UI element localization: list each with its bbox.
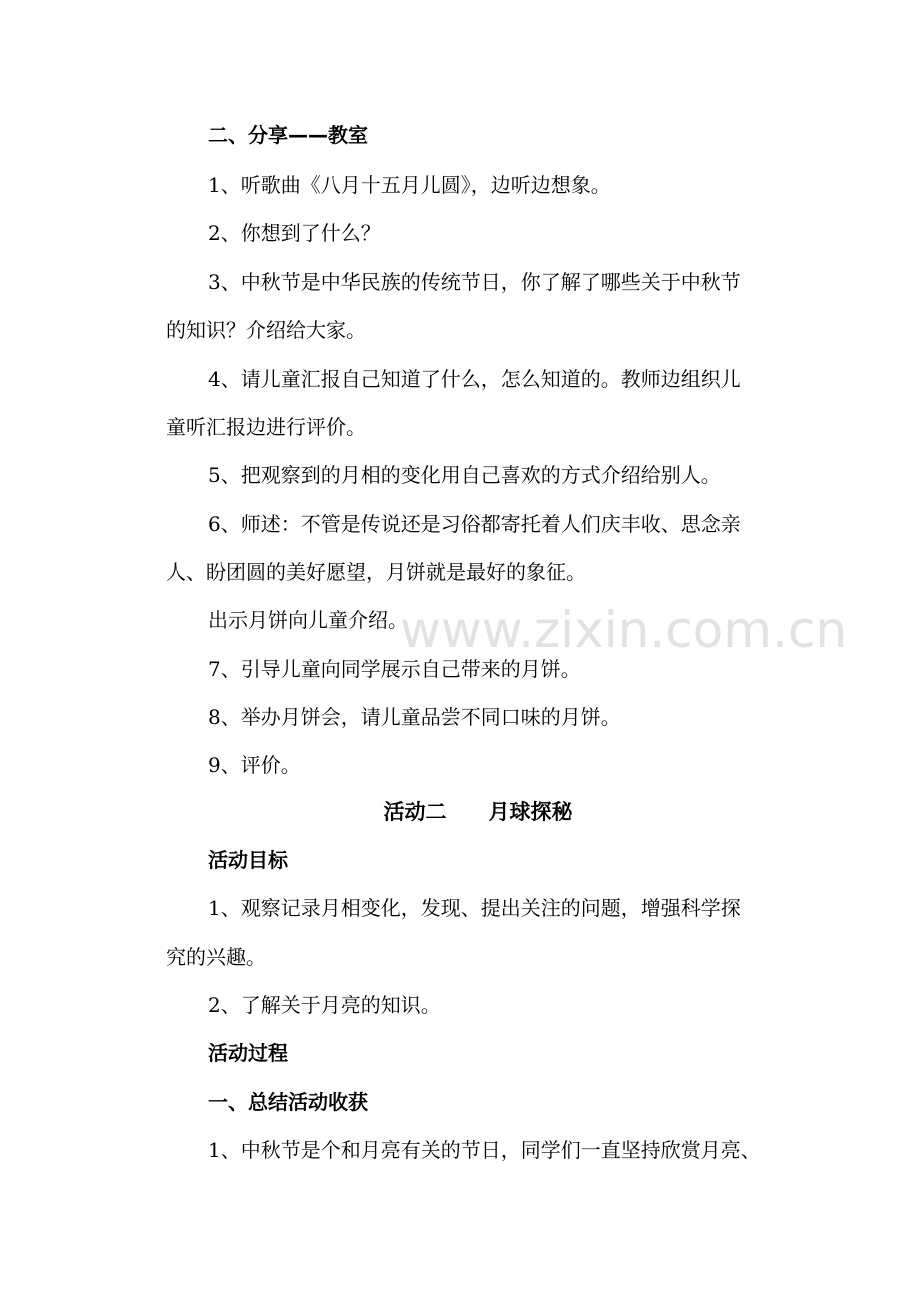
paragraph-line: 6、师述：不管是传说还是习俗都寄托着人们庆丰收、思念亲: [208, 512, 741, 536]
section-heading-activity-process: 活动过程: [208, 1041, 288, 1065]
paragraph-line: 的知识？介绍给大家。: [166, 318, 366, 342]
paragraph-line: 8、举办月饼会，请儿童品尝不同口味的月饼。: [208, 705, 621, 729]
paragraph-line: 7、引导儿童向同学展示自己带来的月饼。: [208, 657, 581, 681]
section-heading-activity-goals: 活动目标: [208, 848, 288, 872]
paragraph-line: 出示月饼向儿童介绍。: [208, 608, 408, 632]
paragraph-line: 1、中秋节是个和月亮有关的节日，同学们一直坚持欣赏月亮、: [208, 1138, 761, 1162]
paragraph-line: 2、你想到了什么？: [208, 221, 381, 245]
paragraph-line: 9、评价。: [208, 753, 301, 777]
section-heading-share-classroom: 二、分享——教室: [208, 123, 368, 147]
paragraph-line: 1、听歌曲《八月十五月儿圆》，边听边想象。: [208, 173, 611, 197]
paragraph-line: 2、了解关于月亮的知识。: [208, 993, 441, 1017]
paragraph-line: 4、请儿童汇报自己知道了什么，怎么知道的。教师边组织儿: [208, 367, 741, 391]
watermark: www.zixin.com.cn: [400, 601, 848, 659]
paragraph-line: 人、盼团圆的美好愿望，月饼就是最好的象征。: [166, 560, 586, 584]
paragraph-line: 3、中秋节是中华民族的传统节日，你了解了哪些关于中秋节: [208, 270, 741, 294]
activity-title: 活动二 月球探秘: [383, 800, 573, 824]
paragraph-line: 童听汇报边进行评价。: [166, 415, 366, 439]
paragraph-line: 1、观察记录月相变化，发现、提出关注的问题，增强科学探: [208, 896, 741, 920]
paragraph-line: 5、把观察到的月相的变化用自己喜欢的方式介绍给别人。: [208, 463, 721, 487]
paragraph-line: 究的兴趣。: [166, 945, 266, 969]
section-heading-summary: 一、总结活动收获: [208, 1090, 368, 1114]
